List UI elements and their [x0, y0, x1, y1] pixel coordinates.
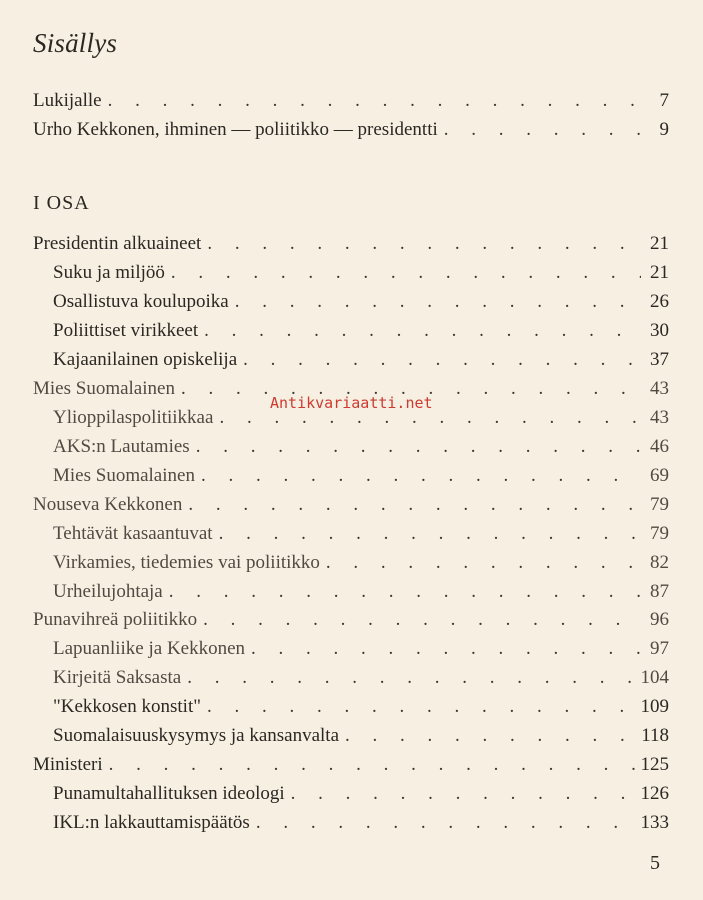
toc-entry-page: 126 [640, 783, 669, 804]
toc-subentry [53, 694, 669, 720]
dot-leader [171, 260, 641, 286]
toc-entry-title: Suku ja miljöö [53, 262, 165, 283]
toc-entry-title: Punamultahallituksen ideologi [53, 783, 285, 804]
dot-leader [201, 463, 641, 489]
toc-entry-page: 96 [650, 609, 669, 630]
toc-entry-page: 69 [650, 465, 669, 486]
dot-leader [207, 694, 635, 720]
toc-entry-title: Lukijalle [33, 90, 102, 111]
toc-subentry [53, 347, 669, 373]
dot-leader [243, 347, 641, 373]
dot-leader [203, 607, 641, 633]
toc-entry-page: 9 [659, 119, 669, 140]
toc-subentry [53, 579, 669, 605]
toc-subentry [53, 318, 669, 344]
toc-entry-title: Nouseva Kekkonen [33, 494, 183, 515]
toc-entry-title: Urheilujohtaja [53, 581, 163, 602]
toc-subentry [53, 434, 669, 460]
dot-leader [169, 579, 641, 605]
toc-entry [33, 117, 669, 143]
toc-entry-page: 43 [650, 378, 669, 399]
toc-entry-title: Ylioppilaspolitiikkaa [53, 407, 214, 428]
dot-leader [326, 550, 641, 576]
toc-entry-page: 21 [650, 262, 669, 283]
toc-chapter [33, 607, 669, 633]
toc-entry-page: 79 [650, 494, 669, 515]
toc-entry-title: Mies Suomalainen [33, 378, 175, 399]
dot-leader [196, 434, 641, 460]
toc-chapter [33, 752, 669, 778]
toc-entry [33, 88, 669, 114]
toc-chapter [33, 231, 669, 257]
toc-entry-title: IKL:n lakkauttamispäätös [53, 812, 250, 833]
toc-entry-page: 43 [650, 407, 669, 428]
dot-leader [108, 88, 641, 114]
toc-entry-page: 21 [650, 233, 669, 254]
dot-leader [207, 231, 641, 257]
toc-subentry [53, 260, 669, 286]
toc-entry-page: 26 [650, 291, 669, 312]
toc-subentry [53, 810, 669, 836]
toc-entry-page: 104 [640, 667, 669, 688]
toc-entry-page: 109 [640, 696, 669, 717]
toc-subentry [53, 723, 669, 749]
toc-entry-title: Punavihreä poliitikko [33, 609, 198, 630]
toc-entry-title: Kirjeitä Saksasta [53, 667, 182, 688]
toc-entry-title: Kajaanilainen opiskelija [53, 349, 238, 370]
dot-leader [219, 521, 641, 547]
toc-entry-page: 46 [650, 436, 669, 457]
dot-leader [345, 723, 635, 749]
toc-subentry [53, 289, 669, 315]
toc-heading: Sisällys [33, 28, 118, 58]
watermark-text: Antikvariaatti.net [270, 394, 433, 412]
toc-subentry [53, 781, 669, 807]
dot-leader [204, 318, 641, 344]
dot-leader [251, 636, 641, 662]
dot-leader [444, 117, 641, 143]
toc-subentry [53, 463, 669, 489]
toc-entry-page: 30 [650, 320, 669, 341]
toc-entry-page: 133 [640, 812, 669, 833]
toc-entry-title: Presidentin alkuaineet [33, 233, 202, 254]
toc-entry-title: AKS:n Lautamies [53, 436, 190, 457]
toc-entry-title: Urho Kekkonen, ihminen — poliitikko — presidentti [33, 119, 438, 140]
dot-leader [235, 289, 641, 315]
toc-subentry [53, 665, 669, 691]
toc-entry-title: "Kekkosen konstit" [53, 696, 201, 717]
dot-leader [291, 781, 635, 807]
dot-leader [256, 810, 635, 836]
page-number: 5 [650, 852, 660, 874]
toc-subentry [53, 636, 669, 662]
toc-entry-title: Mies Suomalainen [53, 465, 195, 486]
toc-entry-page: 82 [650, 552, 669, 573]
dot-leader [188, 492, 641, 518]
dot-leader [187, 665, 634, 691]
toc-entry-page: 7 [659, 90, 669, 111]
toc-entry-page: 97 [650, 638, 669, 659]
toc-entry-page: 125 [640, 754, 669, 775]
toc-subentry [53, 550, 669, 576]
toc-chapter [33, 492, 669, 518]
toc-entry-title: Tehtävät kasaantuvat [53, 523, 213, 544]
toc-entry-title: Poliittiset virikkeet [53, 320, 199, 341]
toc-entry-title: Ministeri [33, 754, 103, 775]
toc-subentry [53, 521, 669, 547]
toc-entry-page: 79 [650, 523, 669, 544]
toc-entry-title: Virkamies, tiedemies vai poliitikko [53, 552, 320, 573]
dot-leader [109, 752, 635, 778]
toc-entry-page: 37 [650, 349, 669, 370]
toc-entry-title: Osallistuva koulupoika [53, 291, 229, 312]
section-label: I OSA [33, 192, 90, 214]
toc-entry-page: 118 [641, 725, 669, 746]
toc-entry-title: Lapuanliike ja Kekkonen [53, 638, 246, 659]
toc-entry-page: 87 [650, 581, 669, 602]
toc-entry-title: Suomalaisuuskysymys ja kansanvalta [53, 725, 340, 746]
